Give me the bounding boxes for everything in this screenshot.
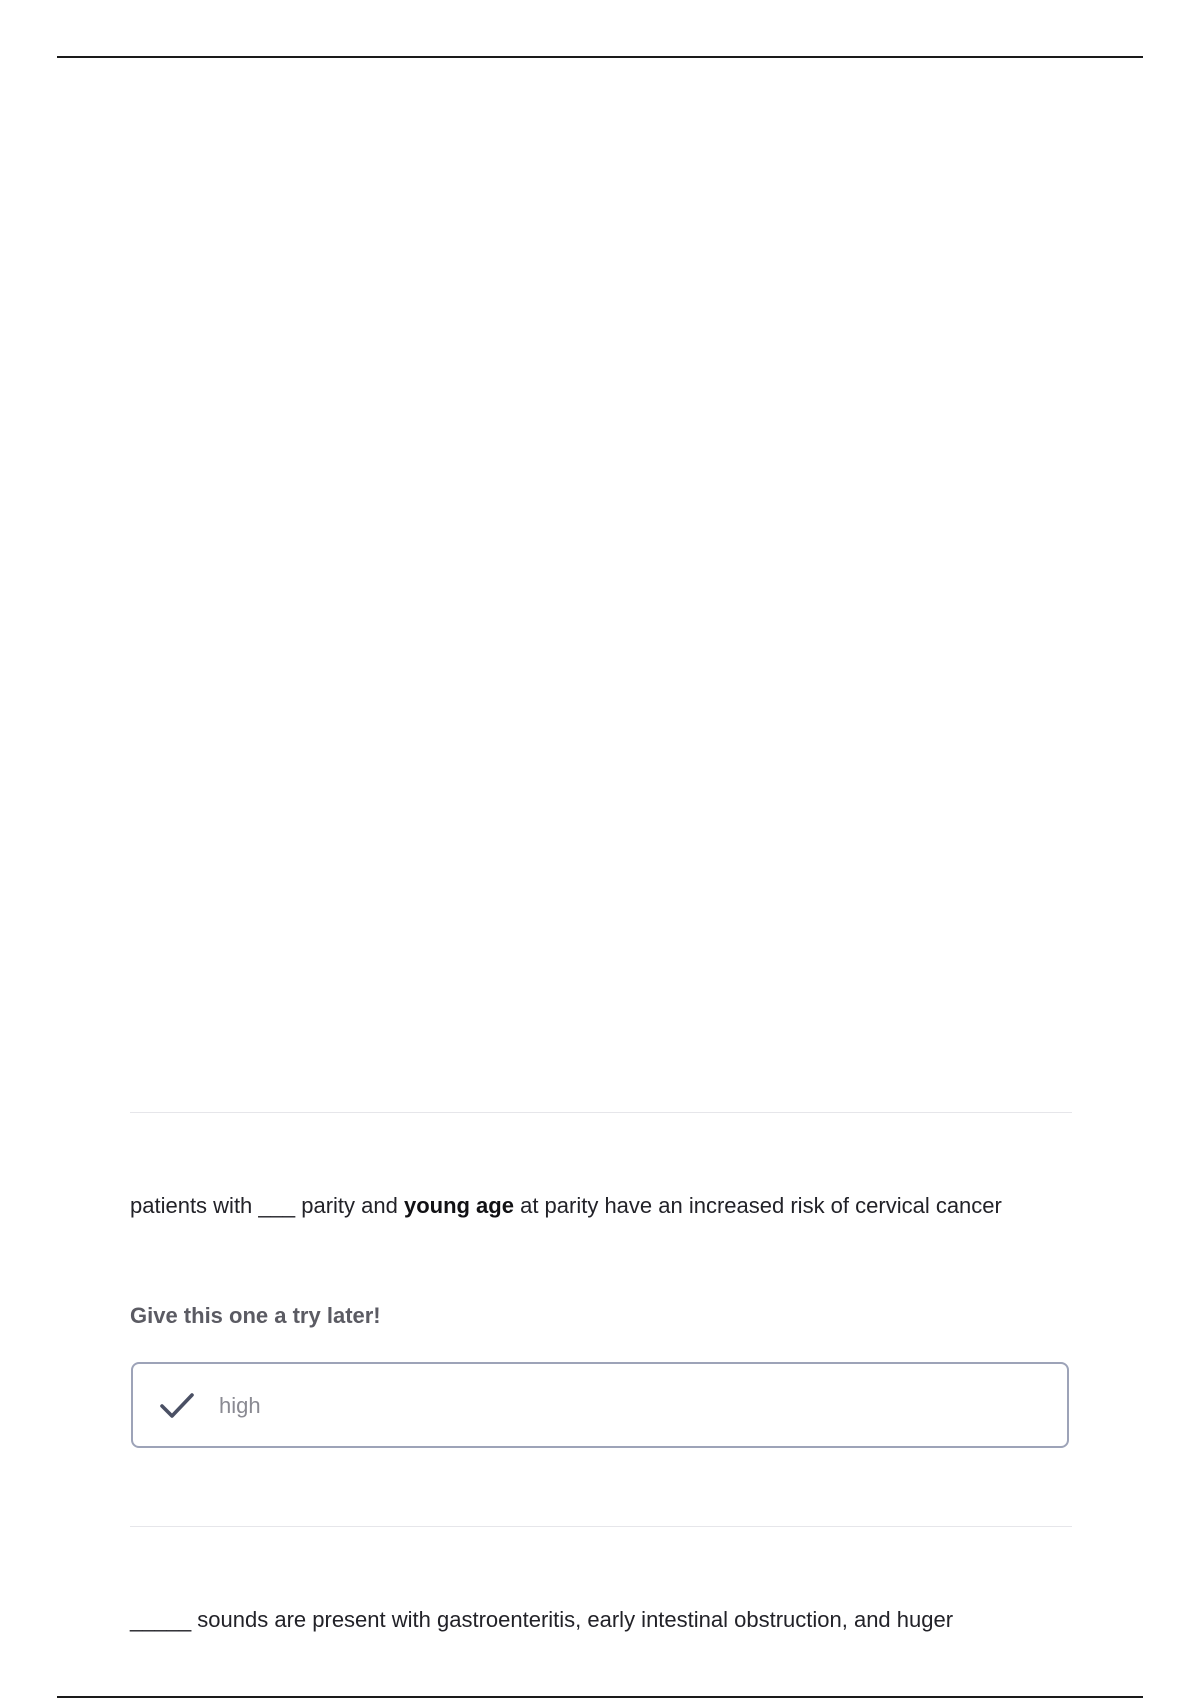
question-text-part: at parity have an increased risk of cervical cancer xyxy=(513,1193,1002,1218)
card-divider xyxy=(130,1526,1072,1527)
card-divider xyxy=(130,1112,1072,1113)
answer-text: high xyxy=(219,1393,261,1418)
question-text: _____ sounds are present with gastroenteritis, early intestinal obstruction, and huger xyxy=(130,1607,954,1632)
top-page-rule xyxy=(57,56,1143,58)
check-icon xyxy=(159,1391,195,1421)
try-later-hint: Give this one a try later! xyxy=(130,1303,381,1328)
answer-option[interactable] xyxy=(131,1362,1069,1448)
question-text xyxy=(130,1187,1060,1225)
bottom-page-rule xyxy=(57,1696,1143,1698)
question-text-part: patients with ___ parity and xyxy=(130,1193,404,1218)
question-bold-term: young age xyxy=(403,1193,514,1218)
